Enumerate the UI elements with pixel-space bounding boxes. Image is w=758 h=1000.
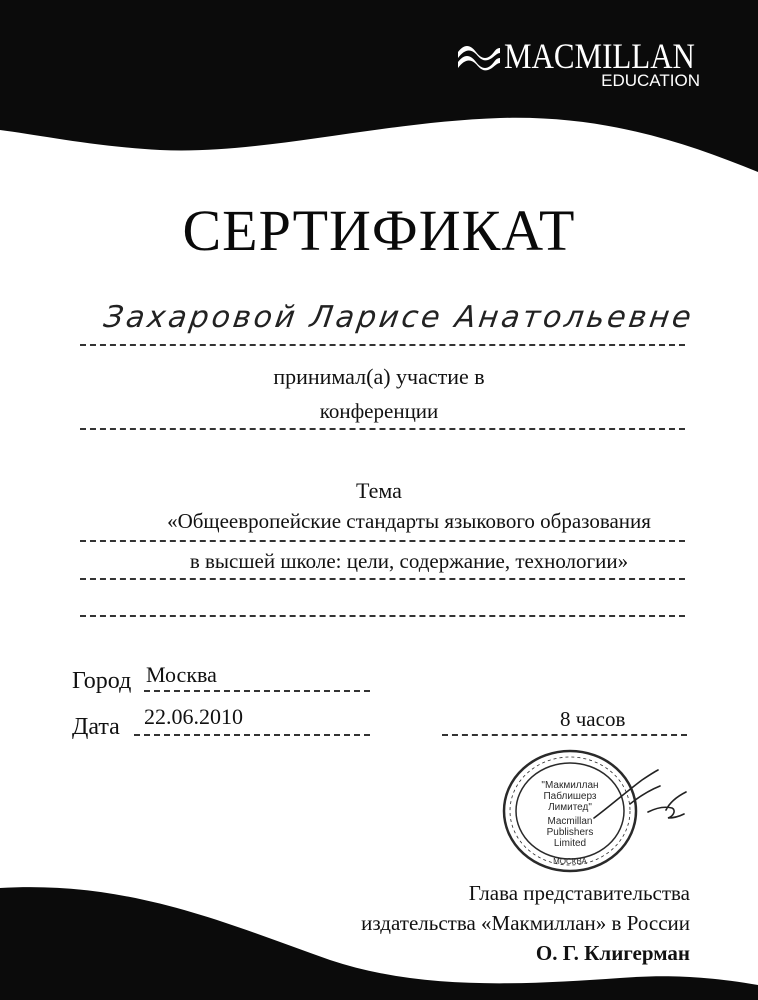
stamp-ru-line-2: Паблишерз — [543, 791, 597, 802]
macmillan-wave-icon — [456, 42, 502, 72]
city-value: Москва — [146, 662, 217, 687]
event-type: конференции — [319, 399, 439, 423]
brand-name: MACMILLAN — [504, 36, 695, 76]
stamp-city: МОСКВА — [553, 857, 587, 866]
participation-text: принимал(а) участие в — [273, 364, 485, 389]
stamp-en-line-3: Limited — [553, 838, 587, 849]
date-value: 22.06.2010 — [144, 704, 243, 729]
hours-value: 8 часов — [560, 707, 626, 731]
recipient-line — [80, 344, 685, 346]
topic-line-2: в высшей школе: цели, содержание, технологии» — [189, 549, 629, 573]
blank-rule — [80, 615, 685, 617]
city-label: Город — [72, 668, 132, 694]
signatory-title-line-2: издательства «Макмиллан» в России — [361, 911, 690, 935]
date-label: Дата — [72, 714, 120, 740]
topic-label: Тема — [356, 478, 402, 503]
brand-logo — [456, 38, 706, 94]
recipient-name: Захаровой Ларисе Анатольевне — [101, 300, 697, 335]
city-line — [144, 690, 370, 692]
hours-line — [442, 734, 687, 736]
stamp-en-line-1: Macmillan — [547, 816, 593, 827]
stamp-ru-line-1: "Макмиллан — [541, 780, 599, 791]
signatory-title-line-1: Глава представительства — [468, 881, 690, 905]
brand-subtitle: EDUCATION — [601, 71, 700, 90]
event-line — [80, 428, 685, 430]
topic-line-2-rule — [80, 578, 685, 580]
topic-line-1-rule — [80, 540, 685, 542]
stamp-ru-line-3: Лимитед" — [548, 802, 592, 813]
stamp-en-line-2: Publishers — [546, 827, 594, 838]
topic-line-1: «Общеевропейские стандарты языкового образования — [167, 509, 651, 533]
signatory-name: О. Г. Клигерман — [535, 941, 690, 965]
handwritten-signature — [590, 766, 690, 830]
date-line — [134, 734, 370, 736]
certificate-title: СЕРТИФИКАТ — [182, 198, 576, 263]
